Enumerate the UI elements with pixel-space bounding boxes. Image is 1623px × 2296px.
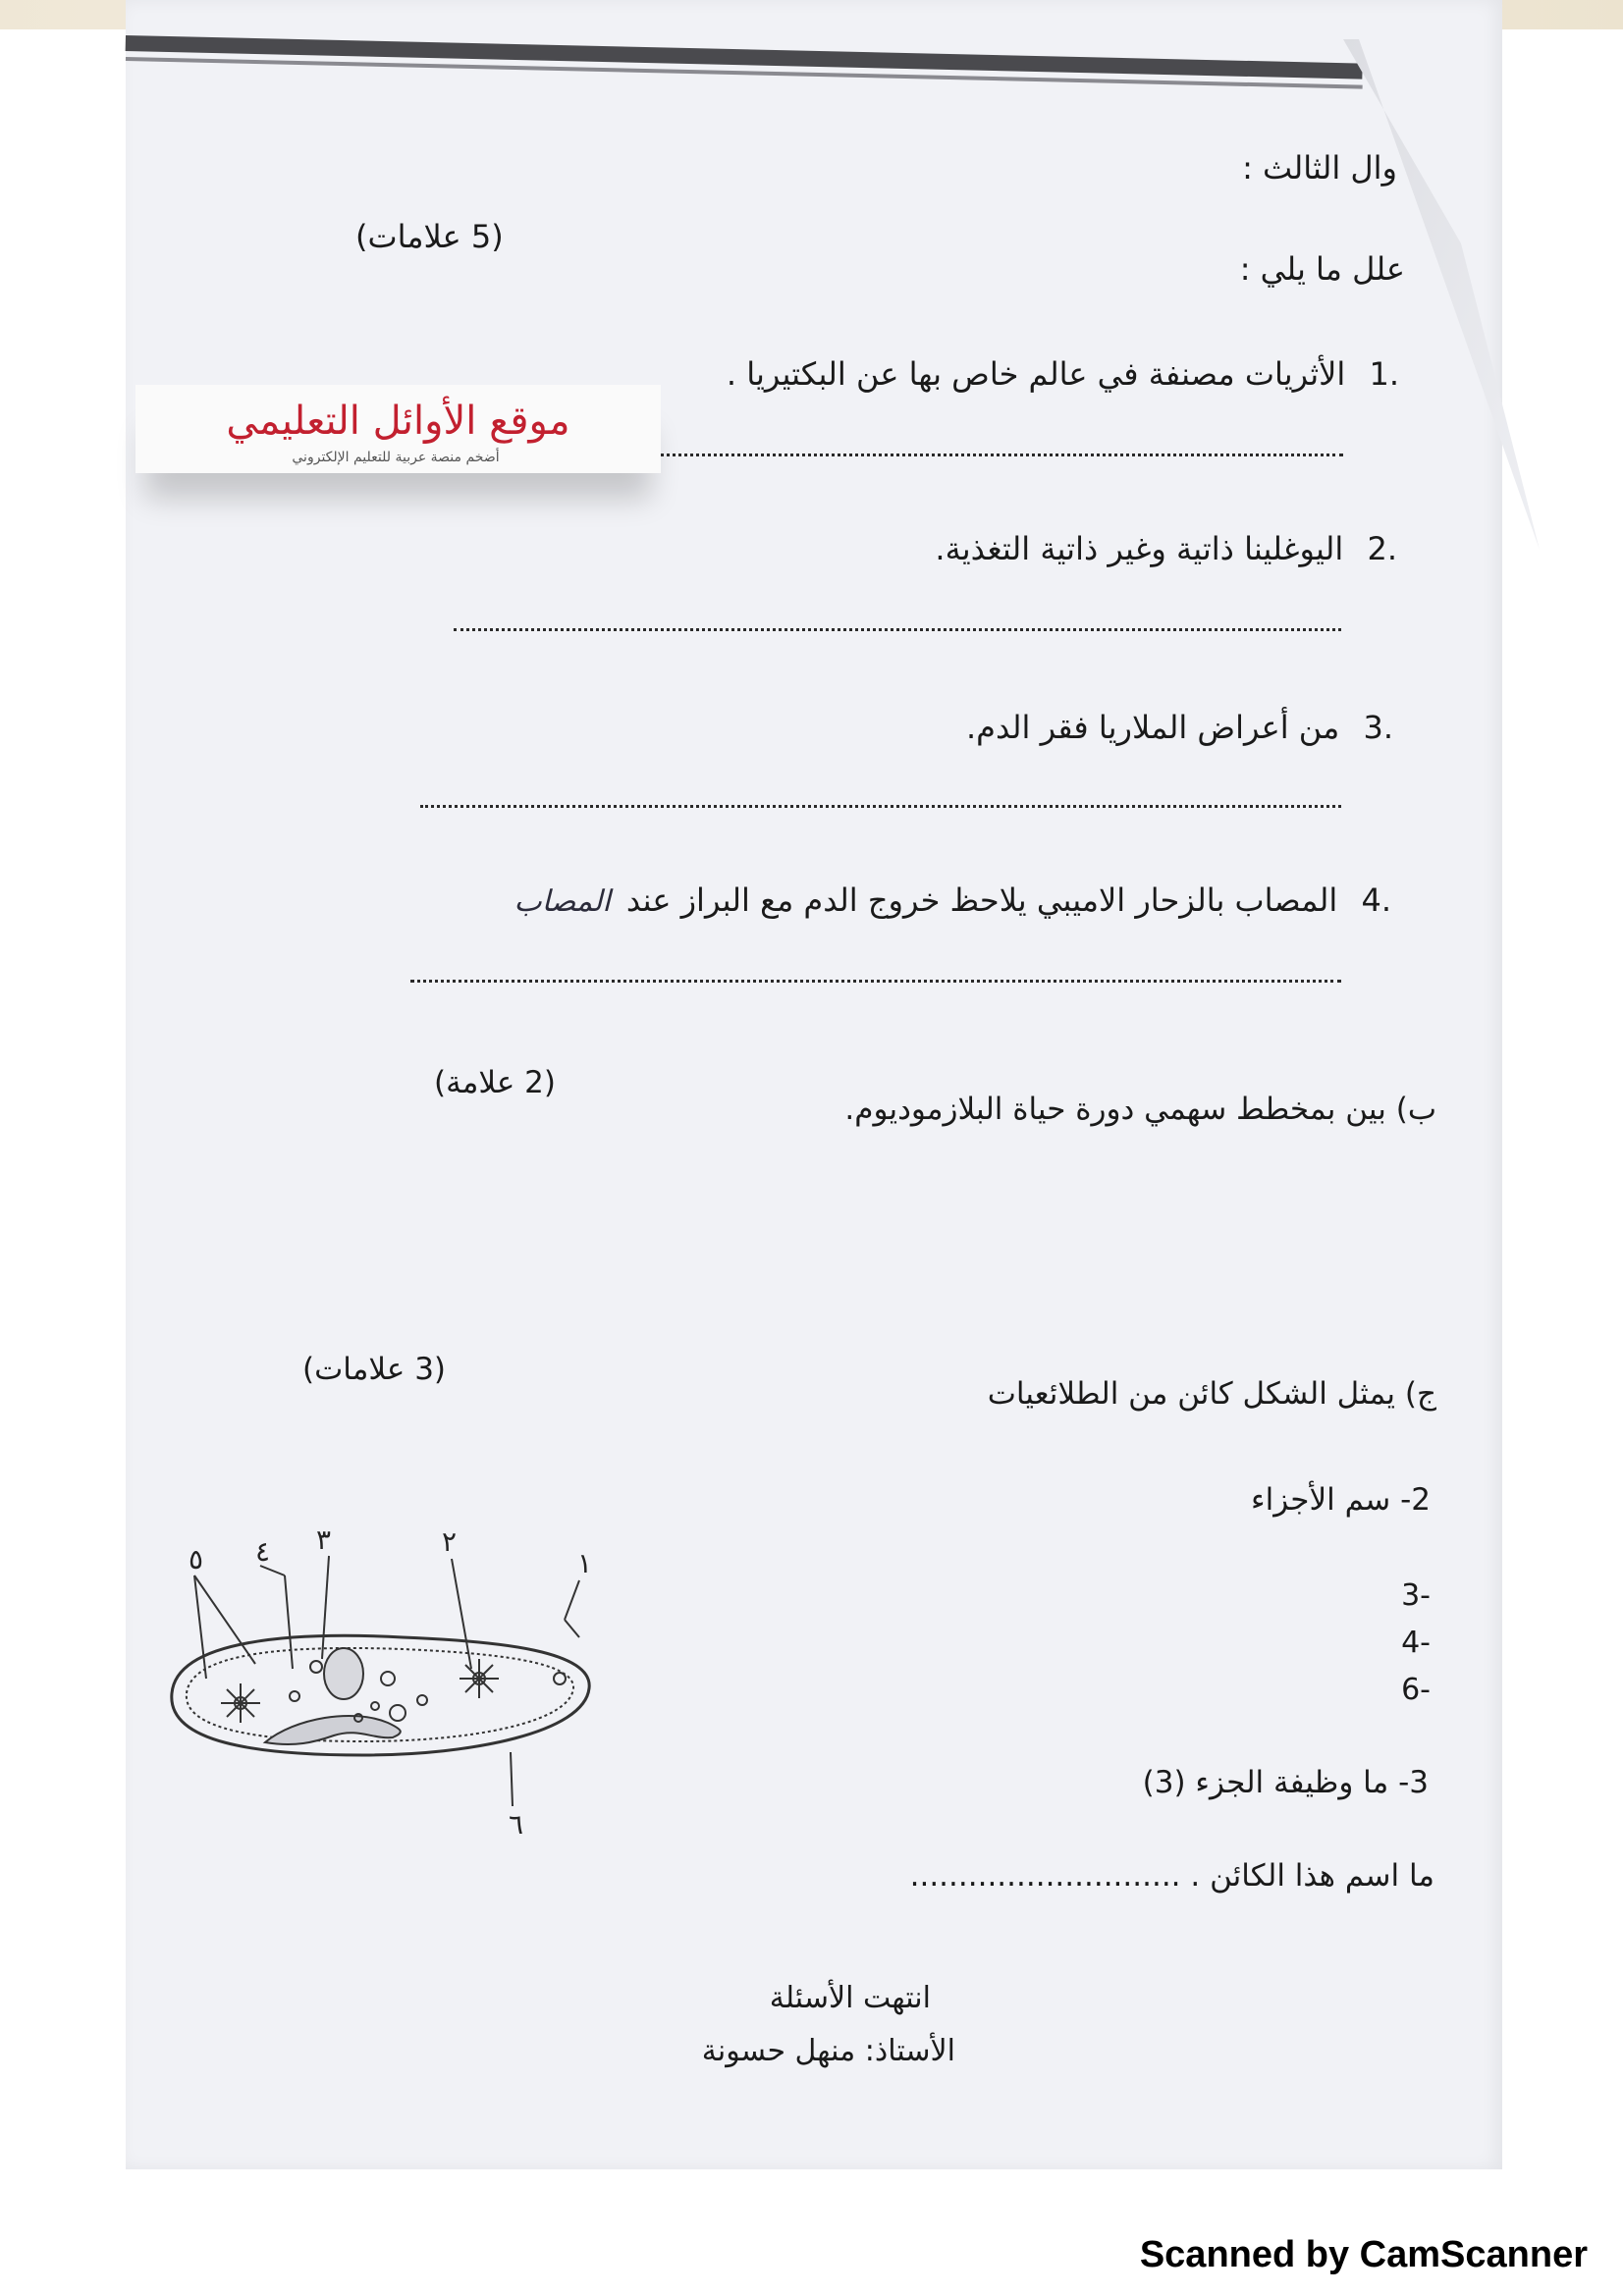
item-number: .3 — [1363, 709, 1393, 746]
item-number: .1 — [1369, 355, 1399, 393]
macronucleus — [324, 1648, 363, 1699]
diagram-label-6: ٦ — [509, 1808, 524, 1841]
question-item-3 — [966, 709, 1393, 746]
diagram-label-3: ٣ — [316, 1523, 332, 1556]
paramecium-diagram — [147, 1522, 609, 1845]
part-c-question: ج) يمثل الشكل كائن من الطلائعيات — [987, 1376, 1436, 1412]
site-watermark-logo — [135, 385, 661, 473]
oral-groove — [265, 1716, 401, 1744]
contractile-vacuole-left — [221, 1683, 260, 1723]
question-item-1 — [727, 355, 1399, 393]
part-a-marks: (5 علامات) — [355, 218, 504, 255]
diagram-label-2: ٢ — [442, 1525, 458, 1558]
part-a-heading: علل ما يلي : — [1239, 250, 1405, 288]
part-c-marks: (3 علامات) — [302, 1352, 447, 1387]
part-b-question: ب) بين بمخطط سهمي دورة حياة البلازموديوم. — [844, 1092, 1436, 1127]
micronucleus — [310, 1661, 322, 1673]
parts-list-item-6: -6 — [1401, 1673, 1431, 1707]
item-text: المصاب بالزحار الاميبي يلاحظ خروج الدم مع البراز عند — [625, 881, 1338, 919]
camscanner-watermark: Scanned by CamScanner — [1139, 2234, 1588, 2275]
question-item-2 — [935, 530, 1397, 567]
teacher-name: الأستاذ: منهل حسونة — [701, 2034, 955, 2068]
item-text: اليوغلينا ذاتية وغير ذاتية التغذية. — [935, 530, 1344, 567]
watermark-subtitle: أضخم منصة عربية للتعليم الإلكتروني — [292, 450, 500, 465]
answer-line-3 — [420, 805, 1341, 808]
item-number: .2 — [1367, 530, 1397, 567]
diagram-label-5: ٥ — [189, 1543, 204, 1575]
part-c-sub3: ما اسم هذا الكائن . ............................ — [909, 1858, 1434, 1894]
handwritten-note: المصاب — [514, 884, 611, 919]
part-c-sub2: 3- ما وظيفة الجزء (3) — [1142, 1765, 1429, 1800]
end-of-questions: انتهت الأسئلة — [769, 1981, 931, 2015]
parts-list-item-4: -4 — [1401, 1626, 1431, 1660]
answer-line-4 — [410, 980, 1341, 983]
part-b-marks: (2 علامة) — [434, 1065, 557, 1100]
item-text: من أعراض الملاريا فقر الدم. — [965, 709, 1340, 746]
watermark-title: موقع الأوائل التعليمي — [226, 399, 570, 444]
diagram-label-4: ٤ — [255, 1535, 271, 1568]
parts-list-item-3: -3 — [1401, 1578, 1431, 1613]
item-number: .4 — [1361, 881, 1391, 919]
answer-line-1 — [660, 454, 1343, 456]
item-text: الأثريات مصنفة في عالم خاص بها عن البكتيريا . — [726, 355, 1346, 393]
diagram-label-1: ١ — [577, 1547, 593, 1579]
question-item-4 — [514, 881, 1391, 919]
section-heading: وال الثالث : — [1242, 149, 1397, 187]
answer-line-2 — [454, 628, 1341, 631]
contractile-vacuole-right — [460, 1659, 499, 1698]
part-c-sub1: 2- سم الأجزاء — [1251, 1482, 1431, 1518]
